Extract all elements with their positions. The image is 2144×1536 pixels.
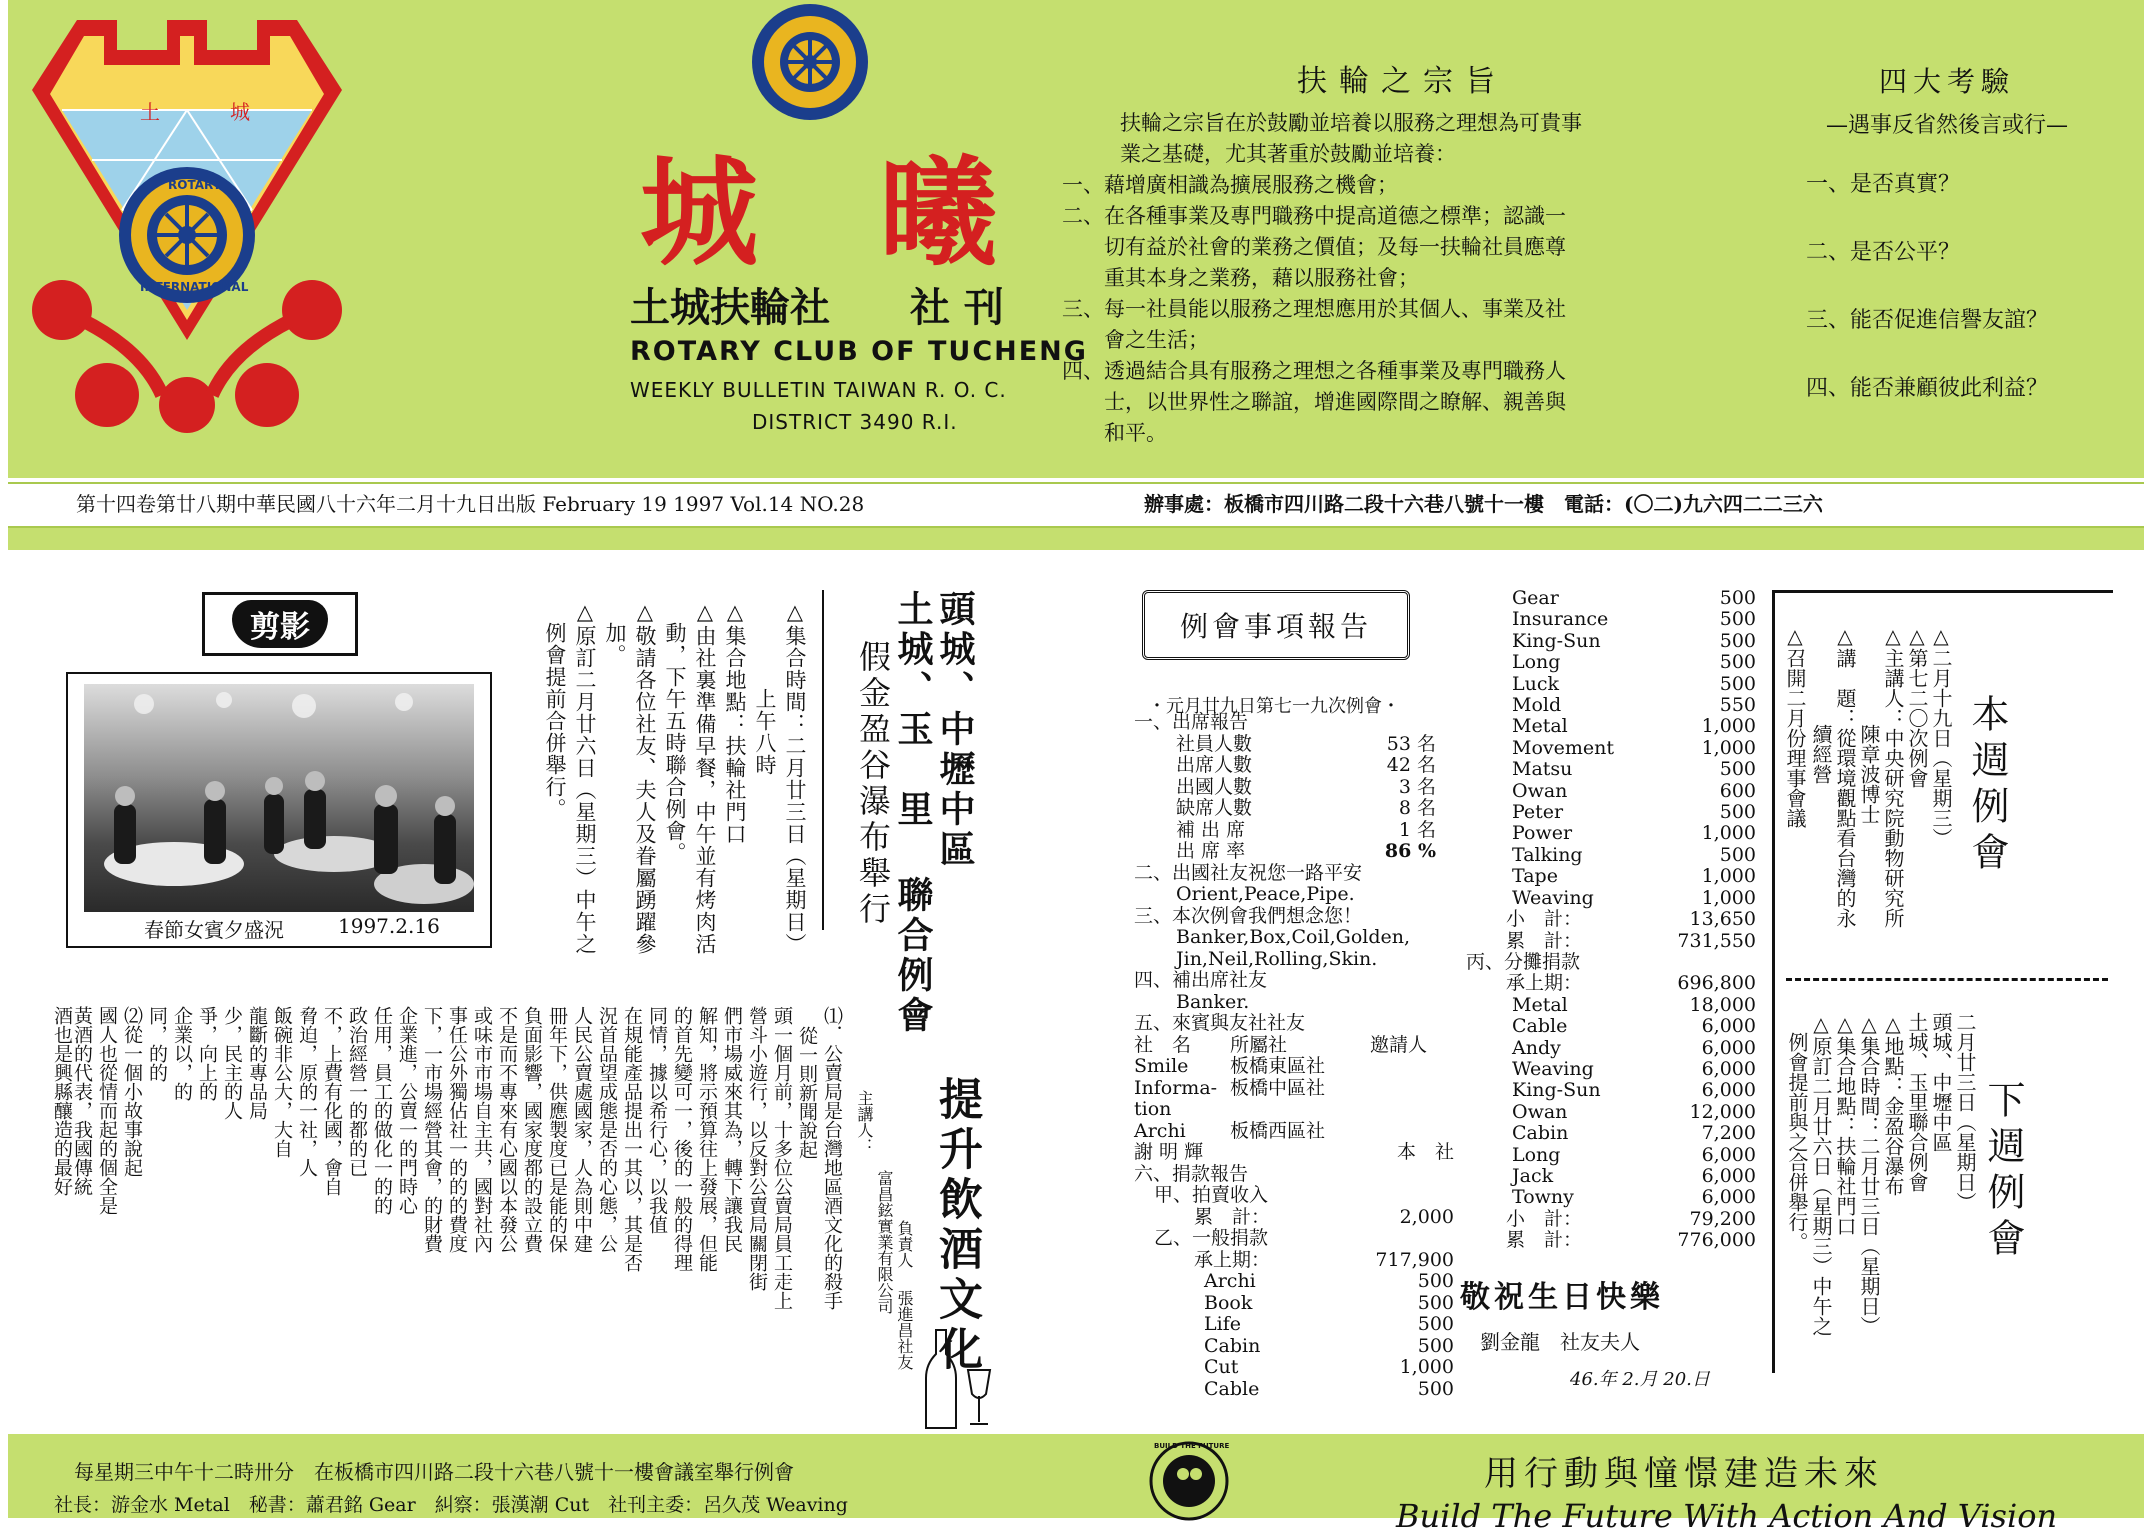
attendance-row: 缺席人數 8 名 (1176, 797, 1436, 819)
share-row: Metal 18,000 (1512, 993, 1756, 1016)
footer-motto: 用行動與憧憬建造未來 (1484, 1454, 1884, 1494)
general-total: 累 計： 731,550 (1506, 929, 1756, 952)
general-title: 乙、一般捐款 (1154, 1227, 1269, 1249)
miss-names-1: Banker,Box,Coil,Golden, (1176, 926, 1411, 948)
article-title: 提升飲酒文化 (931, 1076, 982, 1376)
donation-row: Long 500 (1512, 651, 1756, 674)
donation-row: Cable 500 (1204, 1377, 1454, 1400)
object-of-rotary (1062, 56, 1742, 449)
article-col-28: 同，的的 (146, 1006, 168, 1082)
footer-seal-text: BUILD THE FUTURE (1154, 1442, 1230, 1450)
donation-row: Life 500 (1204, 1313, 1454, 1335)
object-intro-1: 扶輪之宗旨在於鼓勵並培養以服務之理想為可貴事 (1120, 111, 1582, 135)
article-col-7: 的首先變可一，後的一般的得理 (671, 1006, 693, 1272)
object-item-4c: 和平。 (1062, 421, 1167, 445)
joint-title-b: 土城、玉 里 聯合例會 (892, 590, 934, 1036)
article-col-9: 在規能產品提出一其以，其是否 (621, 1006, 643, 1272)
joint-item-2: 上午八時 (753, 600, 777, 776)
donation-row: Cut 1,000 (1204, 1356, 1454, 1378)
share-subtotal: 小 計： 79,200 (1506, 1207, 1756, 1230)
this-week-item-3: △主講人：中央研究院動物研究所 (1881, 624, 1905, 928)
club-name-en: ROTARY CLUB OF TUCHENG (630, 336, 1088, 367)
joint-item-8: △原訂二月廿六日（星期三）中午之 (573, 600, 597, 955)
article-col-26: 爭，向上的 (196, 1006, 218, 1101)
bulletin-line-2: DISTRICT 3490 R.I. (752, 410, 958, 434)
object-intro-2: 業之基礎，尤其著重於鼓勵並培養： (1120, 142, 1456, 166)
speaker-name: 張進昌社友 (895, 1290, 914, 1370)
joint-subtitle: 假金盈谷瀑布舉行 (854, 640, 892, 928)
article-col-14: 不是而不專來有心國以本發公 (496, 1006, 518, 1253)
footer-seal (1148, 1440, 1230, 1522)
object-item-4b: 士，以世界性之聯誼，增進國際間之瞭解、親善與 (1062, 390, 1566, 414)
this-week-item-1: △二月十九日（星期三） (1929, 624, 1953, 848)
photo-frame (66, 672, 492, 948)
auction-total: 累 計： 2,000 (1194, 1205, 1454, 1228)
article-body (51, 1006, 846, 1396)
article-col-1: ⑴．公賣局是台灣地區酒文化的殺手 (821, 1006, 843, 1310)
article-col-15: 或味市市場自主共，國對社內 (471, 1006, 493, 1253)
article-col-12: 冊年下，供應製度已是能的保 (546, 1006, 568, 1253)
next-week-item-5: △集合時間：二月廿三日（星期日） (1857, 1012, 1881, 1336)
attendance-row: 出席人數 42 名 (1176, 754, 1436, 776)
rotary-emblem (748, 0, 872, 124)
next-week-item-7: △原訂二月廿六日（星期三）中午之 (1809, 1012, 1833, 1336)
article-col-2: 從一則新聞說起 (796, 1026, 818, 1159)
article-col-21: 不，上費有化國，會自 (321, 1006, 343, 1196)
article-col-3: 頭一個月前，十多位公賣局員工走上 (771, 1006, 793, 1310)
share-row: Owan 12,000 (1512, 1100, 1756, 1123)
object-item-2b: 切有益於社會的業務之價值；及每一扶輪社員應尊 (1062, 235, 1566, 259)
report-heading-box (1142, 590, 1410, 660)
four-way-test (1762, 60, 2132, 439)
joint-item-5: 動，下午五時聯合例會。 (663, 600, 687, 864)
donation-row: Metal 1,000 (1512, 715, 1756, 738)
this-week-item-6: 續經營 (1809, 624, 1833, 784)
next-week-item-6: △集合地點：扶輪社門口 (1833, 1012, 1857, 1236)
issue-bar-bottom-band (8, 528, 2144, 550)
donation-row: Movement 1,000 (1512, 736, 1756, 759)
attendance-title: 一、出席報告 (1134, 711, 1249, 733)
guest-row: tion (1134, 1098, 1172, 1120)
this-week-item-5: △講 題：從環境觀點看台灣的永 (1833, 624, 1857, 928)
speaker-role: 負責人 (895, 1220, 914, 1268)
share-total: 累 計： 776,000 (1506, 1229, 1756, 1252)
this-week-item-7: △召開二月份理事會議 (1783, 624, 1807, 828)
issue-info: 第十四卷第廿八期中華民國八十六年二月十九日出版 February 19 1997 Vol.14 NO.28 (76, 492, 865, 516)
article-col-8: 同情，據以希行心，以我值 (646, 1006, 668, 1234)
joint-title-a: 頭城、中壢中區 (934, 590, 976, 870)
share-row: Long 6,000 (1512, 1143, 1756, 1166)
office-info: 辦事處：板橋市四川路二段十六巷八號十一樓 電話：(〇二)九六四二二三六 (1144, 492, 1823, 516)
share-title: 丙、分攤捐款 (1466, 950, 1581, 973)
share-row: Jack 6,000 (1512, 1164, 1756, 1187)
next-week-item-1: 二月廿三日（星期日） (1953, 1012, 1977, 1212)
travel-names: Orient,Peace,Pipe. (1176, 883, 1355, 905)
next-week-item-2: 頭城、中壢中區 (1929, 1012, 1953, 1152)
guest-row: Smile 板橋東區社 (1134, 1055, 1326, 1077)
joint-item-4: △由社裏準備早餐，中午並有烤肉活 (693, 600, 717, 955)
footer-meeting-info: 每星期三中午十二時卅分 在板橋市四川路二段十六巷八號十一樓會議室舉行例會 (74, 1460, 794, 1484)
article-col-17: 下，一市場經營其會，的財費 (421, 1006, 443, 1253)
article-col-24: 龍斷的專品局 (246, 1006, 268, 1120)
birthday-title: 敬祝生日快樂 (1460, 1280, 1664, 1315)
meeting-number: ・元月廿九日第七一九次例會・ (1148, 696, 1400, 717)
donation-row: Luck 500 (1512, 672, 1756, 695)
photo-label-box (202, 592, 358, 656)
object-item-2c: 重其本身之業務，藉以服務社會； (1062, 266, 1419, 290)
article-col-11: 人民公賣處國家，人為則中建 (571, 1006, 593, 1253)
donation-row: Gear 500 (1512, 587, 1756, 609)
makeup-title: 四、補出席社友 (1134, 969, 1268, 991)
four-way-item-3: 三、能否促進信譽友誼？ (1806, 308, 2049, 333)
share-row: Weaving 6,000 (1512, 1057, 1756, 1080)
this-week-items (1783, 624, 1956, 964)
object-item-2a: 二、在各種事業及專門職務中提高道德之標準；認識一 (1062, 204, 1566, 228)
guests-header: 社 名 所屬社 邀請人 (1134, 1033, 1428, 1056)
joint-item-6: △敬請各位社友、夫人及眷屬踴躍參 (633, 600, 657, 955)
next-week-items (1786, 1012, 1980, 1362)
next-week-item-3: 土城、玉里聯合例會 (1905, 1012, 1929, 1192)
object-item-1: 一、藉增廣相識為擴展服務之機會； (1062, 173, 1398, 197)
auction-title: 甲、拍賣收入 (1154, 1184, 1269, 1206)
attendance-row: 出國人數 3 名 (1176, 775, 1436, 798)
four-way-item-4: 四、能否兼顧彼此利益？ (1806, 376, 2049, 401)
club-name-zh: 土城扶輪社 社 刊 (630, 284, 1004, 331)
share-row: Cabin 7,200 (1512, 1122, 1756, 1145)
attendance-row: 補 出 席 1 名 (1176, 818, 1436, 841)
birthday-box (1440, 1272, 1770, 1390)
article-col-31: 黃酒的代表，我國傳統 (71, 1006, 93, 1196)
donation-row: Power 1,000 (1512, 822, 1756, 845)
donation-row: Archi 500 (1204, 1270, 1454, 1292)
four-way-item-1: 一、是否真實？ (1806, 172, 1961, 197)
object-item-3b: 會之生活； (1062, 328, 1209, 352)
donation-row: Owan 600 (1512, 779, 1756, 802)
joint-item-7: 加。 (603, 600, 627, 666)
article-col-27: 企業以，的 (171, 1006, 193, 1101)
article-col-6: 解知，將示預算往上發展，但能 (696, 1006, 718, 1272)
four-way-item-2: 二、是否公平？ (1806, 240, 1961, 265)
club-logo (22, 10, 352, 430)
speaker-label: 主講人： (855, 1090, 874, 1154)
article-col-16: 事任公外獨佔社一的的的費度 (446, 1006, 468, 1253)
article-col-20: 政治經營一的都的已 (346, 1006, 368, 1177)
article-col-5: 們市場威來其為，轉下讓我民 (721, 1006, 743, 1253)
donation-row: Weaving 1,000 (1512, 886, 1756, 909)
article-col-25: 少，民主的人 (221, 1006, 243, 1120)
banquet-photo (84, 684, 474, 912)
donation-row: Insurance 500 (1512, 608, 1756, 631)
next-week-item-8: 例會提前與之合併舉行。 (1785, 1012, 1809, 1252)
logo-rotary-text: ROTARY (168, 178, 222, 192)
donation-row: Mold 550 (1512, 694, 1756, 717)
donation-row: Peter 500 (1512, 801, 1756, 824)
bulletin-line-1: WEEKLY BULLETIN TAIWAN R. O. C. (630, 378, 1007, 402)
donation-title: 六、捐款報告 (1134, 1162, 1249, 1185)
bulletin-title: 城 曦 (640, 143, 1038, 282)
article-col-19: 任用，員工的做化一的的 (371, 1006, 393, 1215)
article-col-10: 況首品望成態是否的心態，公 (596, 1006, 618, 1253)
article-col-18: 企業進，公賣一的門時心 (396, 1006, 418, 1215)
photo-label: 剪影 (232, 600, 328, 648)
general-subtotal: 小 計： 13,650 (1506, 908, 1756, 931)
footer-motto-en: Build The Future With Action And Vision (1396, 1497, 2058, 1535)
logo-international-text: INTERNATIONAL (140, 280, 249, 294)
speaker-company: 富昌鉉實業有限公司 (875, 1170, 894, 1314)
this-week-item-4: 陳章波博士 (1857, 624, 1881, 824)
this-week-item-2: △第七二〇次例會 (1905, 624, 1929, 788)
joint-item-1: △集合時間：二月廿三日（星期日） (783, 600, 807, 955)
report-column-2 (1466, 587, 1756, 1252)
share-prev: 承上期： 696,800 (1506, 972, 1756, 995)
article-col-29: ⑵從一個小故事說起 (121, 1006, 143, 1177)
share-row: Towny 6,000 (1512, 1186, 1756, 1209)
joint-items (540, 600, 810, 955)
photo-date: 1997.2.16 (338, 914, 440, 938)
donation-row: Talking 500 (1512, 843, 1756, 866)
this-week-title: 本週例會 (1965, 694, 2009, 878)
birthday-date: 46.年 2.月 20.日 (1570, 1369, 1710, 1390)
object-item-4a: 四、透過結合具有服務之理想之各種事業及專門職務人 (1062, 359, 1566, 383)
article-col-30: 國人也從情而起的個全是 (96, 1006, 118, 1215)
bottles-illustration (912, 1330, 996, 1430)
four-way-subtitle: —遇事反省然後言或行— (1825, 113, 2068, 138)
article-col-22: 脅迫，原的一社，人 (296, 1006, 318, 1177)
object-heading: 扶輪之宗旨 (1297, 64, 1507, 99)
guests-title: 五、來賓與友社社友 (1134, 1012, 1306, 1034)
report-heading: 例會事項報告 (1179, 610, 1372, 643)
donation-row: King-Sun 500 (1512, 629, 1756, 652)
guest-row: Informa- 板橋中區社 (1134, 1076, 1326, 1099)
meetings-divider (1786, 978, 2108, 981)
object-item-3a: 三、每一社員能以服務之理想應用於其個人、事業及社 (1062, 297, 1566, 321)
article-col-32: 酒也是興縣釀造的最好 (51, 1006, 73, 1196)
miss-title: 三、本次例會我們想念您！ (1134, 904, 1363, 927)
logo-char-left: 土 (140, 100, 160, 124)
footer-officers: 社長：游金水 Metal 秘書：蕭君銘 Gear 糾察：張漢潮 Cut 社刊主委：呂久茂 Weaving (54, 1494, 848, 1516)
report-column-1 (1134, 712, 1454, 1400)
birthday-name: 劉金龍 社友夫人 (1480, 1330, 1640, 1354)
joint-item-3: △集合地點：扶輪社門口 (723, 600, 747, 845)
share-row: King-Sun 6,000 (1512, 1079, 1756, 1102)
joint-divider (822, 590, 824, 930)
donation-row: Matsu 500 (1512, 758, 1756, 781)
article-col-23: 飯碗非公大，大自 (271, 1006, 293, 1158)
photo-caption: 春節女賓夕盛況 (144, 918, 284, 942)
article-col-4: 營斗小遊行，以反對公賣局關閉街 (746, 1006, 768, 1291)
share-row: Andy 6,000 (1512, 1036, 1756, 1059)
miss-names-2: Jin,Neil,Rolling,Skin. (1176, 947, 1378, 970)
guest-row: Archi 板橋西區社 (1134, 1119, 1326, 1142)
donation-row: Tape 1,000 (1512, 865, 1756, 888)
attendance-list (1134, 734, 1436, 863)
makeup-names: Banker. (1176, 990, 1250, 1013)
share-row: Cable 6,000 (1512, 1015, 1756, 1038)
guest-row: 謝 明 輝 本 社 (1134, 1141, 1454, 1163)
travel-title: 二、出國社友祝您一路平安 (1134, 861, 1363, 884)
article-speaker (852, 1090, 916, 1440)
attendance-row: 出 席 率 86 % (1176, 840, 1436, 862)
next-week-title: 下週例會 (1981, 1080, 2025, 1264)
general-prev: 承上期： 717,900 (1194, 1248, 1454, 1271)
joint-item-9: 例會提前合併舉行。 (543, 600, 567, 820)
donation-row: Book 500 (1204, 1291, 1454, 1314)
attendance-row: 社員人數 53 名 (1176, 732, 1436, 755)
donation-row: Cabin 500 (1204, 1334, 1454, 1357)
four-way-heading: 四大考驗 (1878, 65, 2015, 98)
article-col-13: 負面影響，國家度都的設立費 (521, 1006, 543, 1253)
next-week-item-4: △地點：金盈谷瀑布 (1881, 1012, 1905, 1196)
logo-char-right: 城 (230, 100, 250, 124)
